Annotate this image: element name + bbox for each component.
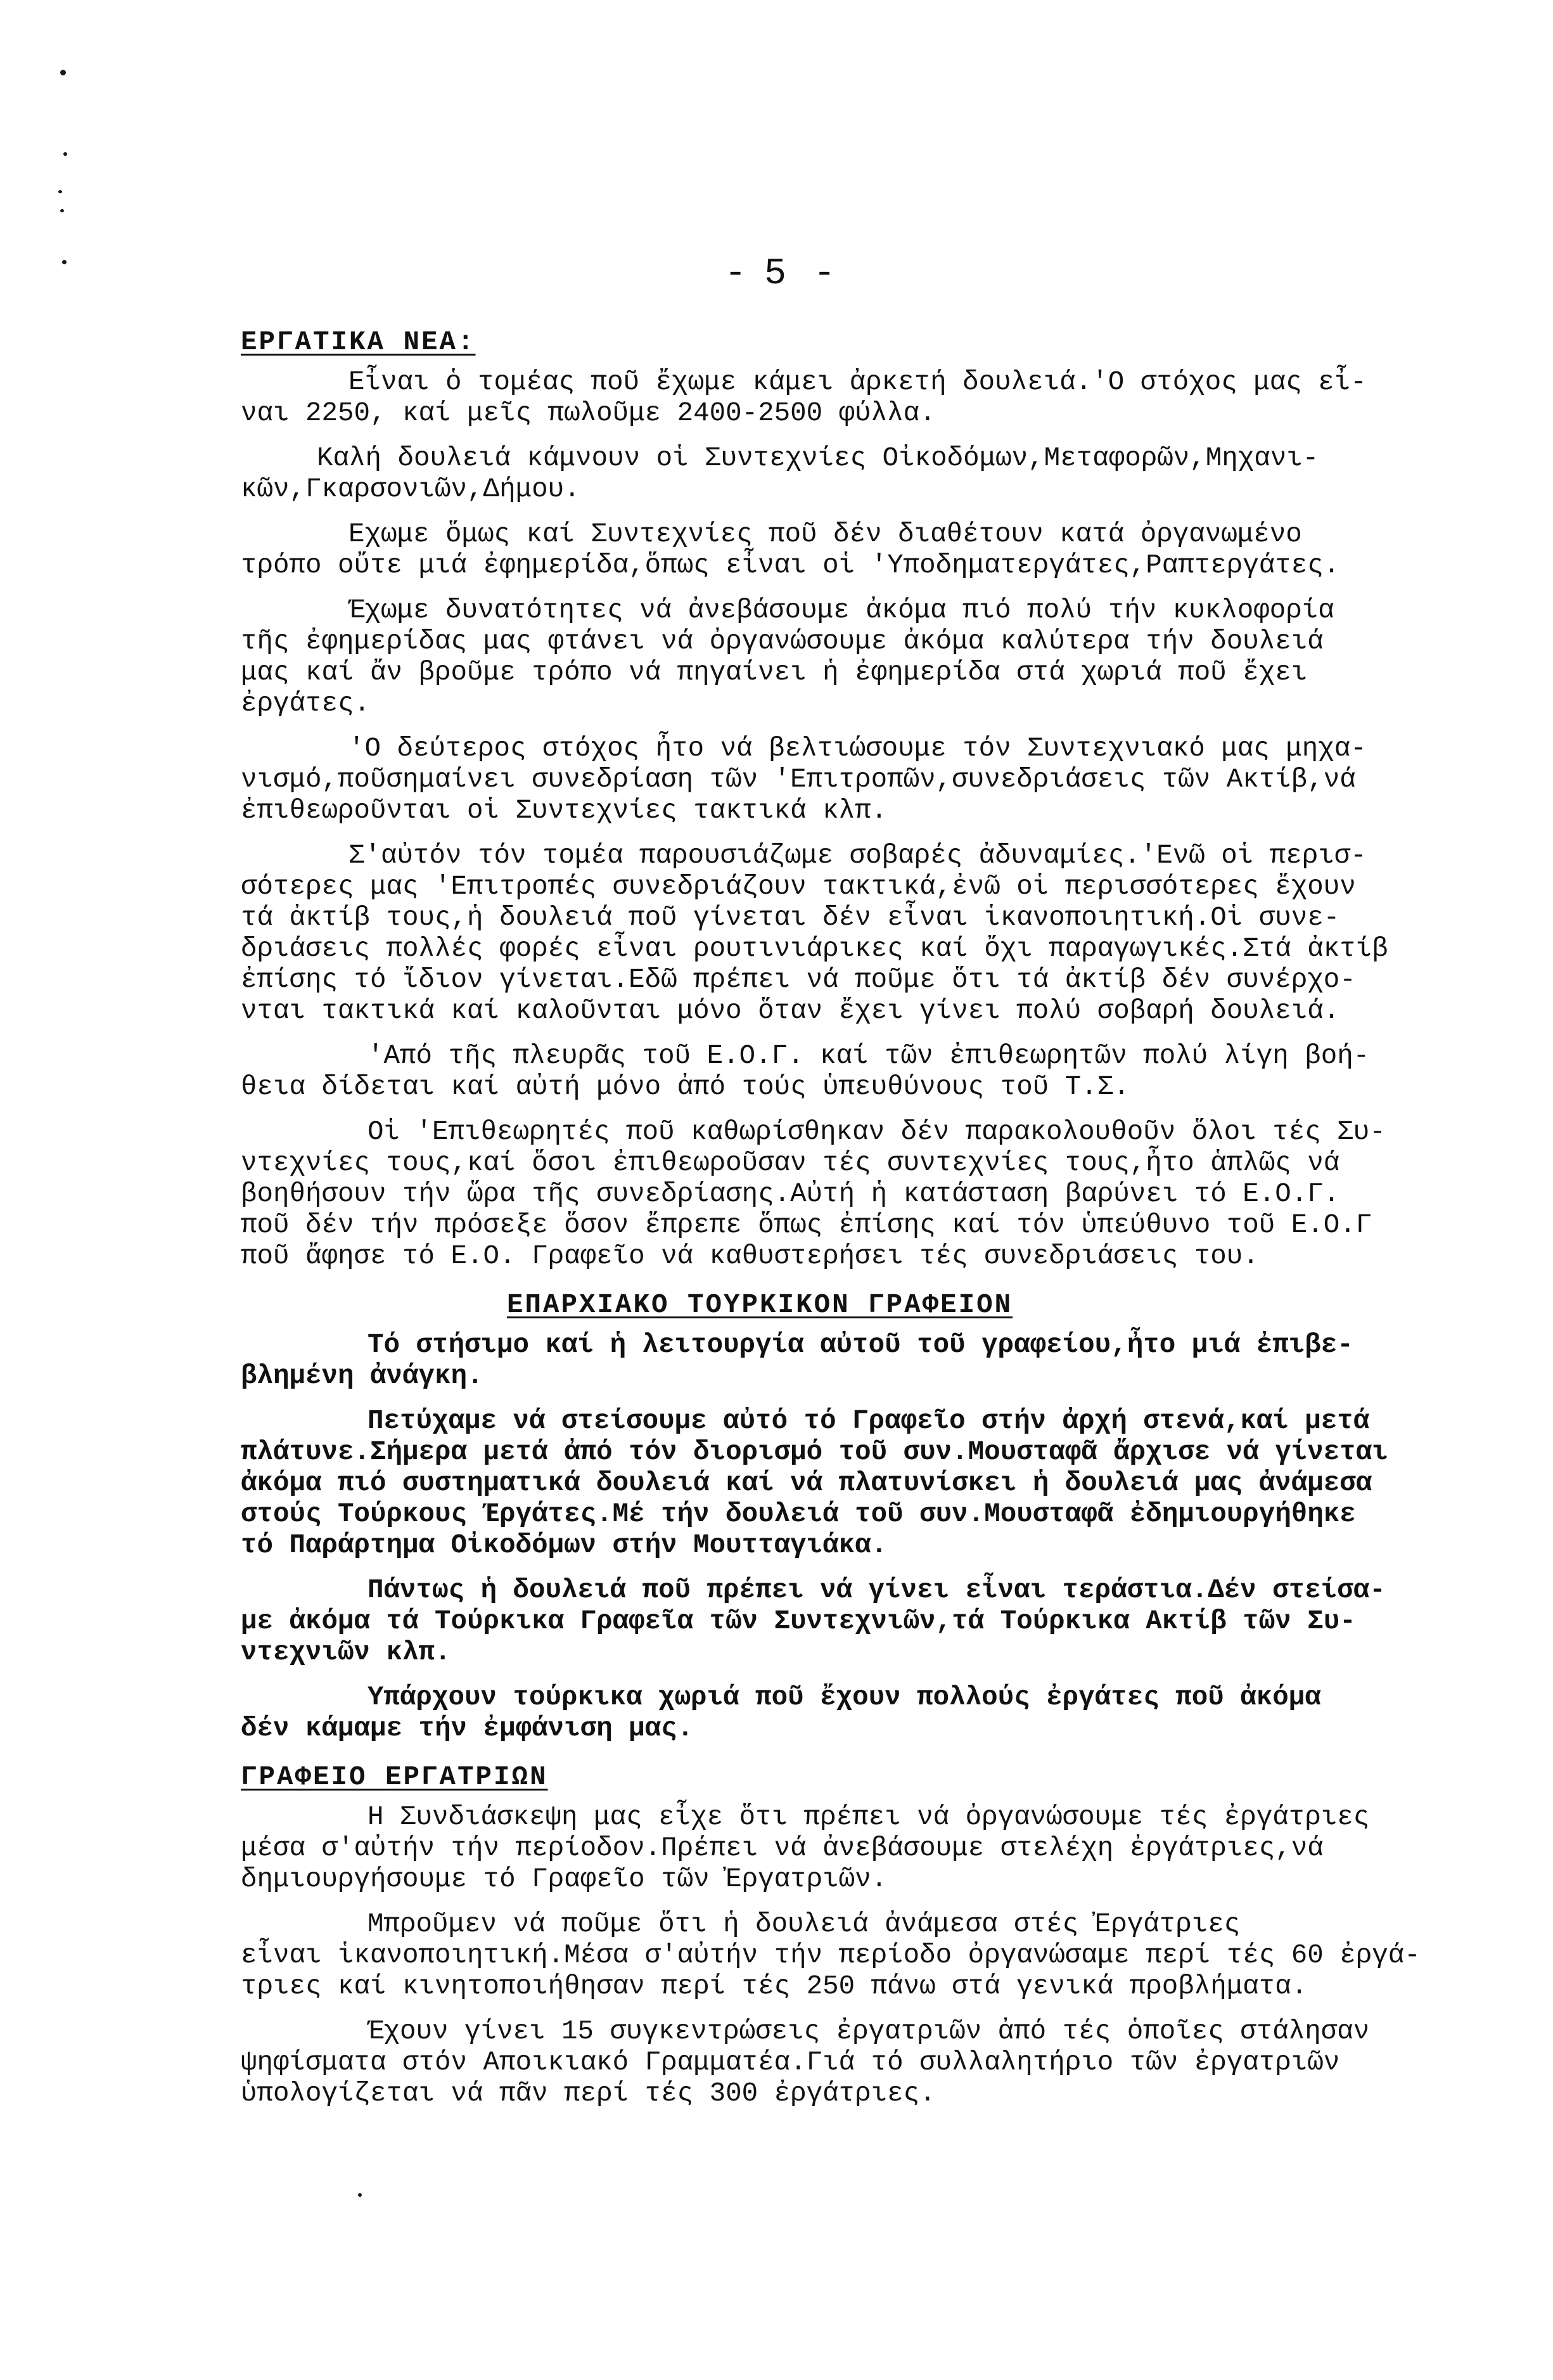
section-eparchiako-tourkikon-grafeion [241,1286,1483,1744]
text-line: Η Συνδιάσκεψη μας εἶχε ὅτι πρέπει νά ὀργανώσουμε τές ἐργάτριες [367,1802,1370,1832]
paragraph [241,1117,1483,1272]
text-line: Πετύχαμε νά στείσουμε αὐτό τό Γραφεῖο στήν ἀρχή στενά,καί μετά [367,1406,1370,1436]
text-line: βοηθήσουν τήν ὥρα τῆς συνεδρίασης.Αὐτή ἡ κατάσταση βαρύνει τό Ε.Ο.Γ. [241,1179,1340,1209]
text-line: βλημένη ἀνάγκη. [241,1361,483,1391]
section-heading: ΕΡΓΑΤΙΚΑ ΝΕΑ: [241,327,476,357]
section-grafeio-ergatrion [241,1758,1483,2109]
text-line: δέν κάμαμε τήν ἐμφάνιση μας. [241,1713,694,1744]
text-line: ποῦ δέν τήν πρόσεξε ὅσον ἔπρεπε ὅπως ἐπίσης καί τόν ὑπεύθυνο τοῦ Ε.Ο.Γ [241,1210,1372,1240]
paragraph [241,519,1483,581]
paragraph [241,595,1483,719]
paragraph [241,733,1483,827]
text-line: ἐπιθεωροῦνται οἱ Συντεχνίες τακτικά κλπ. [241,795,888,826]
text-line: Έχουν γίνει 15 συγκεντρώσεις ἐργατριῶν ἀπό τές ὁποῖες στάλησαν [367,2016,1370,2047]
scan-speck [60,209,64,212]
text-line: Μπροῦμεν νά ποῦμε ὅτι ἡ δουλειά ἀνάμεσα στές Ἐργάτριες [367,1909,1241,1939]
text-line: Εἶναι ὁ τομέας ποῦ ἔχωμε κάμει ἀρκετή δουλειά.'Ο στόχος μας εἶ- [348,367,1367,397]
text-line: τό Παράρτημα Οἰκοδόμων στήν Μουτταγιάκα. [241,1530,888,1560]
text-line: Σ'αὐτόν τόν τομέα παρουσιάζωμε σοβαρές ἀδυναμίες.'Ενῶ οἱ περισ- [348,840,1367,871]
paragraph [241,840,1483,1027]
text-line: ντεχνιῶν κλπ. [241,1637,451,1668]
text-line: τρόπο οὔτε μιά ἐφημερίδα,ὅπως εἶναι οἱ 'Υποδηματεργάτες,Ραπτεργάτες. [241,550,1340,581]
paragraph [241,2016,1483,2109]
text-line: θεια δίδεται καί αὐτή μόνο ἀπό τούς ὑπευθύνους τοῦ Τ.Σ. [241,1072,1130,1102]
text-line: μας καί ἄν βροῦμε τρόπο νά πηγαίνει ἡ ἐφημερίδα στά χωριά ποῦ ἔχει [241,657,1308,688]
text-line: σότερες μας 'Επιτροπές συνεδριάζουν τακτικά,ἐνῶ οἱ περισσότερες ἔχουν [241,872,1356,902]
paragraph [241,1909,1483,2002]
text-line: με ἀκόμα τά Τούρκικα Γραφεῖα τῶν Συντεχνιῶν,τά Τούρκικα Ακτίβ τῶν Συ- [241,1606,1356,1637]
text-line: νται τακτικά καί καλοῦνται μόνο ὅταν ἔχει γίνει πολύ σοβαρή δουλειά. [241,996,1340,1026]
text-line: ὑπολογίζεται νά πᾶν περί τές 300 ἐργάτριες. [241,2078,936,2109]
text-line: Καλή δουλειά κάμνουν οἱ Συντεχνίες Οἰκοδόμων,Μεταφορῶν,Μηχανι- [317,443,1319,473]
text-line: ντεχνίες τους,καί ὅσοι ἐπιθεωροῦσαν τές συντεχνίες τους,ἦτο ἁπλῶς νά [241,1148,1340,1178]
text-line: κῶν,Γκαρσονιῶν,Δήμου. [241,474,580,505]
paragraph [241,1330,1483,1392]
text-line: τά ἀκτίβ τους,ἡ δουλειά ποῦ γίνεται δέν εἶναι ἱκανοποιητική.Οἱ συνε- [241,903,1340,933]
section-ergatika-nea [241,323,1483,1272]
text-line: Οἱ 'Επιθεωρητές ποῦ καθωρίσθηκαν δέν παρακολουθοῦν ὅλοι τές Συ- [367,1117,1386,1147]
paragraph [241,1802,1483,1895]
page-number: - 5 - [724,254,838,295]
text-line: εἶναι ἱκανοποιητική.Μέσα σ'αὐτήν τήν περίοδο ὀργανώσαμε περί τές 60 ἐργά- [241,1940,1421,1971]
text-line: 'Ο δεύτερος στόχος ἦτο νά βελτιώσουμε τόν Συντεχνιακό μας μηχα- [348,733,1367,764]
text-line: ψηφίσματα στόν Αποικιακό Γραμματέα.Γιά τό συλλαλητήριο τῶν ἐργατριῶν [241,2047,1340,2078]
text-line: Πάντως ἡ δουλειά ποῦ πρέπει νά γίνει εἶναι τεράστια.Δέν στείσα- [367,1575,1386,1605]
text-line: Υπάρχουν τούρκικα χωριά ποῦ ἔχουν πολλούς ἐργάτες ποῦ ἀκόμα [367,1682,1321,1713]
section-heading: ΕΠΑΡΧΙΑΚΟ ΤΟΥΡΚΙΚΟΝ ΓΡΑΦΕΙΟΝ [507,1290,1013,1320]
paragraph [241,443,1483,505]
text-line: δημιουργήσουμε τό Γραφεῖο τῶν Ἐργατριῶν. [241,1864,888,1894]
text-line: τῆς ἐφημερίδας μας φτάνει νά ὀργανώσουμε ἀκόμα καλύτερα τήν δουλειά [241,626,1324,657]
text-line: πλάτυνε.Σήμερα μετά ἀπό τόν διορισμό τοῦ συν.Μουσταφᾶ ἄρχισε νά γίνεται [241,1437,1388,1467]
paragraph [241,367,1483,429]
paragraph [241,1406,1483,1561]
text-line: νισμό,ποῦσημαίνει συνεδρίαση τῶν 'Επιτροπῶν,συνεδριάσεις τῶν Ακτίβ,νά [241,764,1356,795]
text-line: δριάσεις πολλές φορές εἶναι ρουτινιάρικες καί ὄχι παραγωγικές.Στά ἀκτίβ [241,934,1388,964]
scan-speck [60,70,66,75]
text-line: τριες καί κινητοποιήθησαν περί τές 250 πάνω στά γενικά προβλήματα. [241,1971,1308,2002]
text-line: Εχωμε ὅμως καί Συντεχνίες ποῦ δέν διαθέτουν κατά ὀργανωμένο [348,519,1302,550]
page-number-value: 5 [764,254,789,295]
text-line: ἀκόμα πιό συστηματικά δουλειά καί νά πλατυνίσκει ἡ δουλειά μας ἀνάμεσα [241,1468,1372,1498]
paragraph [241,1682,1483,1744]
text-line: ποῦ ἄφησε τό Ε.Ο. Γραφεῖο νά καθυστερήσει τές συνεδριάσεις του. [241,1241,1259,1271]
document-body [241,323,1483,2123]
text-line: μέσα σ'αὐτήν τήν περίοδον.Πρέπει νά ἀνεβάσουμε στελέχη ἐργάτριες,νά [241,1833,1324,1863]
text-line: ἐργάτες. [241,688,371,719]
scan-speck [58,190,62,193]
scan-speck [63,152,67,156]
paragraph [241,1041,1483,1103]
text-line: Έχωμε δυνατότητες νά ἀνεβάσουμε ἀκόμα πιό πολύ τήν κυκλοφορία [348,595,1334,626]
text-line: Τό στήσιμο καί ἡ λειτουργία αὐτοῦ τοῦ γραφείου,ἦτο μιά ἐπιβε- [367,1330,1353,1360]
text-line: 'Από τῆς πλευρᾶς τοῦ Ε.Ο.Γ. καί τῶν ἐπιθεωρητῶν πολύ λίγη βοή- [367,1041,1370,1071]
text-line: ναι 2250, καί μεῖς πωλοῦμε 2400-2500 φύλλα. [241,398,936,428]
text-line: ἐπίσης τό ἴδιον γίνεται.Εδῶ πρέπει νά ποῦμε ὅτι τά ἀκτίβ δέν συνέρχο- [241,965,1356,995]
section-heading: ΓΡΑΦΕΙΟ ΕΡΓΑΤΡΙΩΝ [241,1762,548,1792]
paragraph [241,1575,1483,1668]
text-line: στούς Τούρκους Έργάτες.Μέ τήν δουλειά τοῦ συν.Μουσταφᾶ ἐδημιουργήθηκε [241,1499,1356,1529]
scan-speck [358,2193,362,2197]
